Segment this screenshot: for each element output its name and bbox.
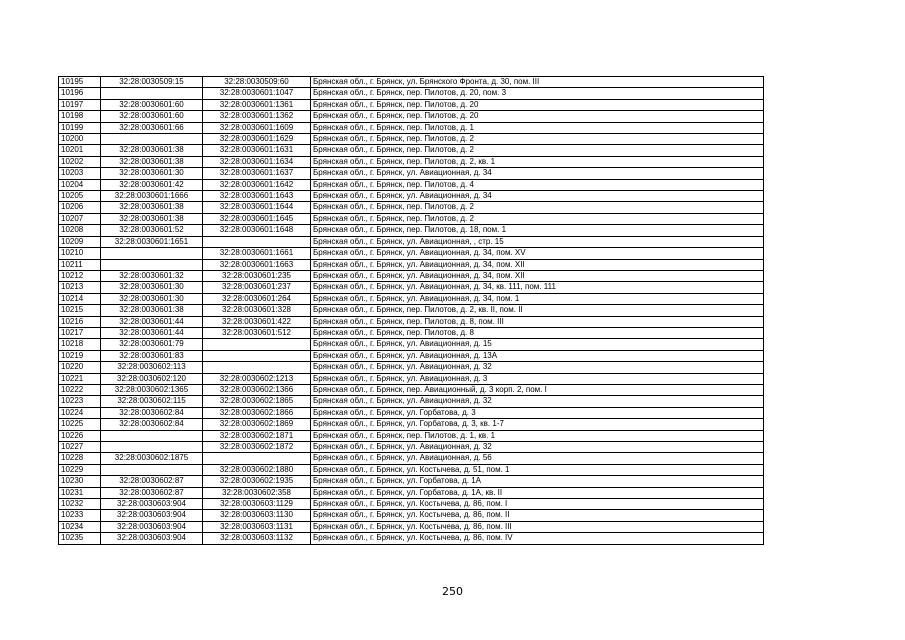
table-row — [59, 305, 764, 316]
building-cadastral-number-cell: 32:28:0030601:1645 — [203, 213, 311, 224]
record-number-cell: 10203 — [59, 168, 101, 179]
land-cadastral-number-cell: 32:28:0030602:1875 — [101, 453, 203, 464]
table-row — [59, 533, 764, 544]
land-cadastral-number-cell — [101, 464, 203, 475]
address-cell: Брянская обл., г. Брянск, пер. Пилотов, д. 20, пом. 3 — [311, 88, 764, 99]
record-number-cell: 10205 — [59, 191, 101, 202]
table-row — [59, 77, 764, 88]
table-row — [59, 373, 764, 384]
record-number-cell: 10223 — [59, 396, 101, 407]
land-cadastral-number-cell: 32:28:0030602:87 — [101, 476, 203, 487]
address-cell: Брянская обл., г. Брянск, ул. Авиационная, , стр. 15 — [311, 236, 764, 247]
land-cadastral-number-cell: 32:28:0030601:38 — [101, 145, 203, 156]
record-number-cell: 10197 — [59, 99, 101, 110]
address-cell: Брянская обл., г. Брянск, ул. Брянского Фронта, д. 30, пом. III — [311, 77, 764, 88]
building-cadastral-number-cell: 32:28:0030509:60 — [203, 77, 311, 88]
address-cell: Брянская обл., г. Брянск, пер. Пилотов, д. 2 — [311, 145, 764, 156]
building-cadastral-number-cell: 32:28:0030602:358 — [203, 487, 311, 498]
building-cadastral-number-cell: 32:28:0030602:1935 — [203, 476, 311, 487]
land-cadastral-number-cell: 32:28:0030601:79 — [101, 339, 203, 350]
building-cadastral-number-cell — [203, 350, 311, 361]
table-row — [59, 419, 764, 430]
record-number-cell: 10210 — [59, 248, 101, 259]
table-row — [59, 499, 764, 510]
building-cadastral-number-cell: 32:28:0030601:1637 — [203, 168, 311, 179]
table-row — [59, 259, 764, 270]
land-cadastral-number-cell: 32:28:0030601:1651 — [101, 236, 203, 247]
address-cell: Брянская обл., г. Брянск, ул. Костычева, д. 86, пом. IV — [311, 533, 764, 544]
record-number-cell: 10196 — [59, 88, 101, 99]
land-cadastral-number-cell: 32:28:0030601:60 — [101, 99, 203, 110]
address-cell: Брянская обл., г. Брянск, ул. Горбатова, д. 1А, кв. II — [311, 487, 764, 498]
land-cadastral-number-cell: 32:28:0030603:904 — [101, 521, 203, 532]
address-cell: Брянская обл., г. Брянск, ул. Горбатова, д. 1А — [311, 476, 764, 487]
address-cell: Брянская обл., г. Брянск, пер. Пилотов, д. 2 — [311, 134, 764, 145]
record-number-cell: 10209 — [59, 236, 101, 247]
address-cell: Брянская обл., г. Брянск, пер. Пилотов, д. 18, пом. 1 — [311, 225, 764, 236]
building-cadastral-number-cell: 32:28:0030602:1366 — [203, 384, 311, 395]
table-row — [59, 453, 764, 464]
property-register-table — [58, 76, 764, 545]
record-number-cell: 10217 — [59, 327, 101, 338]
record-number-cell: 10231 — [59, 487, 101, 498]
land-cadastral-number-cell — [101, 88, 203, 99]
table-row — [59, 156, 764, 167]
record-number-cell: 10233 — [59, 510, 101, 521]
address-cell: Брянская обл., г. Брянск, ул. Авиационная, д. 34, пом. 1 — [311, 293, 764, 304]
land-cadastral-number-cell: 32:28:0030601:38 — [101, 305, 203, 316]
building-cadastral-number-cell: 32:28:0030601:1648 — [203, 225, 311, 236]
land-cadastral-number-cell: 32:28:0030601:30 — [101, 293, 203, 304]
land-cadastral-number-cell: 32:28:0030601:66 — [101, 122, 203, 133]
address-cell: Брянская обл., г. Брянск, ул. Авиационная, д. 56 — [311, 453, 764, 464]
address-cell: Брянская обл., г. Брянск, ул. Горбатова, д. 3 — [311, 407, 764, 418]
land-cadastral-number-cell: 32:28:0030601:30 — [101, 168, 203, 179]
table-row — [59, 384, 764, 395]
address-cell: Брянская обл., г. Брянск, ул. Авиационная, д. 34 — [311, 191, 764, 202]
table-row — [59, 327, 764, 338]
address-cell: Брянская обл., г. Брянск, пер. Пилотов, д. 8 — [311, 327, 764, 338]
land-cadastral-number-cell: 32:28:0030601:44 — [101, 327, 203, 338]
land-cadastral-number-cell: 32:28:0030601:38 — [101, 213, 203, 224]
table-row — [59, 270, 764, 281]
building-cadastral-number-cell: 32:28:0030601:1642 — [203, 179, 311, 190]
table-row — [59, 179, 764, 190]
building-cadastral-number-cell: 32:28:0030602:1213 — [203, 373, 311, 384]
building-cadastral-number-cell: 32:28:0030601:1362 — [203, 111, 311, 122]
record-number-cell: 10230 — [59, 476, 101, 487]
address-cell: Брянская обл., г. Брянск, ул. Костычева, д. 51, пом. 1 — [311, 464, 764, 475]
land-cadastral-number-cell — [101, 248, 203, 259]
table-row — [59, 122, 764, 133]
page-number: 250 — [442, 585, 463, 598]
building-cadastral-number-cell: 32:28:0030601:264 — [203, 293, 311, 304]
land-cadastral-number-cell: 32:28:0030601:32 — [101, 270, 203, 281]
land-cadastral-number-cell: 32:28:0030602:84 — [101, 419, 203, 430]
building-cadastral-number-cell: 32:28:0030601:1663 — [203, 259, 311, 270]
table-row — [59, 464, 764, 475]
record-number-cell: 10220 — [59, 362, 101, 373]
record-number-cell: 10200 — [59, 134, 101, 145]
land-cadastral-number-cell: 32:28:0030601:38 — [101, 156, 203, 167]
record-number-cell: 10218 — [59, 339, 101, 350]
building-cadastral-number-cell: 32:28:0030601:235 — [203, 270, 311, 281]
building-cadastral-number-cell: 32:28:0030602:1871 — [203, 430, 311, 441]
record-number-cell: 10211 — [59, 259, 101, 270]
record-number-cell: 10235 — [59, 533, 101, 544]
record-number-cell: 10222 — [59, 384, 101, 395]
land-cadastral-number-cell: 32:28:0030601:30 — [101, 282, 203, 293]
table-row — [59, 236, 764, 247]
table-row — [59, 510, 764, 521]
land-cadastral-number-cell: 32:28:0030602:120 — [101, 373, 203, 384]
address-cell: Брянская обл., г. Брянск, ул. Авиационная, д. 34 — [311, 168, 764, 179]
building-cadastral-number-cell — [203, 362, 311, 373]
land-cadastral-number-cell: 32:28:0030601:42 — [101, 179, 203, 190]
address-cell: Брянская обл., г. Брянск, пер. Пилотов, д. 8, пом. III — [311, 316, 764, 327]
address-cell: Брянская обл., г. Брянск, пер. Пилотов, д. 1, кв. 1 — [311, 430, 764, 441]
building-cadastral-number-cell: 32:28:0030603:1131 — [203, 521, 311, 532]
address-cell: Брянская обл., г. Брянск, пер. Пилотов, д. 2 — [311, 202, 764, 213]
building-cadastral-number-cell: 32:28:0030602:1865 — [203, 396, 311, 407]
table-row — [59, 248, 764, 259]
address-cell: Брянская обл., г. Брянск, ул. Авиационная, д. 34, пом. XII — [311, 270, 764, 281]
land-cadastral-number-cell: 32:28:0030602:115 — [101, 396, 203, 407]
address-cell: Брянская обл., г. Брянск, ул. Костычева, д. 86, пом. II — [311, 510, 764, 521]
address-cell: Брянская обл., г. Брянск, ул. Авиационная, д. 15 — [311, 339, 764, 350]
address-cell: Брянская обл., г. Брянск, ул. Костычева, д. 86, пом. III — [311, 521, 764, 532]
building-cadastral-number-cell: 32:28:0030603:1130 — [203, 510, 311, 521]
land-cadastral-number-cell: 32:28:0030601:60 — [101, 111, 203, 122]
record-number-cell: 10212 — [59, 270, 101, 281]
land-cadastral-number-cell: 32:28:0030509:15 — [101, 77, 203, 88]
address-cell: Брянская обл., г. Брянск, ул. Авиационная, д. 32 — [311, 442, 764, 453]
record-number-cell: 10224 — [59, 407, 101, 418]
building-cadastral-number-cell: 32:28:0030601:512 — [203, 327, 311, 338]
building-cadastral-number-cell: 32:28:0030601:1644 — [203, 202, 311, 213]
record-number-cell: 10214 — [59, 293, 101, 304]
address-cell: Брянская обл., г. Брянск, ул. Авиационная, д. 34, пом. XII — [311, 259, 764, 270]
building-cadastral-number-cell — [203, 236, 311, 247]
record-number-cell: 10232 — [59, 499, 101, 510]
record-number-cell: 10213 — [59, 282, 101, 293]
building-cadastral-number-cell: 32:28:0030601:1661 — [203, 248, 311, 259]
building-cadastral-number-cell — [203, 453, 311, 464]
record-number-cell: 10225 — [59, 419, 101, 430]
land-cadastral-number-cell — [101, 134, 203, 145]
building-cadastral-number-cell: 32:28:0030603:1129 — [203, 499, 311, 510]
building-cadastral-number-cell: 32:28:0030601:328 — [203, 305, 311, 316]
land-cadastral-number-cell: 32:28:0030601:83 — [101, 350, 203, 361]
record-number-cell: 10226 — [59, 430, 101, 441]
address-cell: Брянская обл., г. Брянск, ул. Горбатова, д. 3, кв. 1-7 — [311, 419, 764, 430]
table-row — [59, 213, 764, 224]
address-cell: Брянская обл., г. Брянск, ул. Костычева, д. 86, пом. I — [311, 499, 764, 510]
record-number-cell: 10228 — [59, 453, 101, 464]
table-row — [59, 476, 764, 487]
table-row — [59, 442, 764, 453]
address-cell: Брянская обл., г. Брянск, ул. Авиационная, д. 34, кв. 111, пом. 111 — [311, 282, 764, 293]
table-row — [59, 521, 764, 532]
table-row — [59, 111, 764, 122]
building-cadastral-number-cell: 32:28:0030602:1880 — [203, 464, 311, 475]
record-number-cell: 10227 — [59, 442, 101, 453]
address-cell: Брянская обл., г. Брянск, ул. Авиационная, д. 32 — [311, 362, 764, 373]
record-number-cell: 10198 — [59, 111, 101, 122]
building-cadastral-number-cell: 32:28:0030601:1631 — [203, 145, 311, 156]
record-number-cell: 10221 — [59, 373, 101, 384]
land-cadastral-number-cell: 32:28:0030601:1666 — [101, 191, 203, 202]
record-number-cell: 10219 — [59, 350, 101, 361]
table-row — [59, 430, 764, 441]
building-cadastral-number-cell: 32:28:0030601:1047 — [203, 88, 311, 99]
address-cell: Брянская обл., г. Брянск, пер. Пилотов, д. 2, кв. 1 — [311, 156, 764, 167]
address-cell: Брянская обл., г. Брянск, пер. Пилотов, д. 4 — [311, 179, 764, 190]
land-cadastral-number-cell: 32:28:0030602:113 — [101, 362, 203, 373]
table-row — [59, 362, 764, 373]
land-cadastral-number-cell: 32:28:0030601:52 — [101, 225, 203, 236]
building-cadastral-number-cell: 32:28:0030601:422 — [203, 316, 311, 327]
record-number-cell: 10216 — [59, 316, 101, 327]
address-cell: Брянская обл., г. Брянск, пер. Пилотов, д. 1 — [311, 122, 764, 133]
address-cell: Брянская обл., г. Брянск, ул. Авиационная, д. 13А — [311, 350, 764, 361]
record-number-cell: 10206 — [59, 202, 101, 213]
address-cell: Брянская обл., г. Брянск, пер. Пилотов, д. 20 — [311, 111, 764, 122]
building-cadastral-number-cell: 32:28:0030601:237 — [203, 282, 311, 293]
table-row — [59, 407, 764, 418]
table-row — [59, 145, 764, 156]
table-row — [59, 99, 764, 110]
land-cadastral-number-cell: 32:28:0030601:44 — [101, 316, 203, 327]
land-cadastral-number-cell: 32:28:0030602:84 — [101, 407, 203, 418]
land-cadastral-number-cell: 32:28:0030603:904 — [101, 510, 203, 521]
record-number-cell: 10204 — [59, 179, 101, 190]
building-cadastral-number-cell: 32:28:0030601:1361 — [203, 99, 311, 110]
table-row — [59, 191, 764, 202]
building-cadastral-number-cell: 32:28:0030603:1132 — [203, 533, 311, 544]
table-row — [59, 339, 764, 350]
table-row — [59, 316, 764, 327]
land-cadastral-number-cell — [101, 259, 203, 270]
land-cadastral-number-cell — [101, 430, 203, 441]
land-cadastral-number-cell: 32:28:0030603:904 — [101, 533, 203, 544]
table-row — [59, 88, 764, 99]
table-row — [59, 282, 764, 293]
building-cadastral-number-cell: 32:28:0030601:1629 — [203, 134, 311, 145]
record-number-cell: 10199 — [59, 122, 101, 133]
record-number-cell: 10234 — [59, 521, 101, 532]
address-cell: Брянская обл., г. Брянск, ул. Авиационная, д. 3 — [311, 373, 764, 384]
address-cell: Брянская обл., г. Брянск, пер. Пилотов, д. 2, кв. II, пом. II — [311, 305, 764, 316]
building-cadastral-number-cell: 32:28:0030602:1866 — [203, 407, 311, 418]
record-number-cell: 10202 — [59, 156, 101, 167]
table-row — [59, 168, 764, 179]
address-cell: Брянская обл., г. Брянск, пер. Пилотов, д. 20 — [311, 99, 764, 110]
record-number-cell: 10195 — [59, 77, 101, 88]
record-number-cell: 10215 — [59, 305, 101, 316]
address-cell: Брянская обл., г. Брянск, пер. Авиационный, д. 3 корп. 2, пом. I — [311, 384, 764, 395]
record-number-cell: 10229 — [59, 464, 101, 475]
table-row — [59, 225, 764, 236]
table-row — [59, 134, 764, 145]
building-cadastral-number-cell: 32:28:0030602:1872 — [203, 442, 311, 453]
address-cell: Брянская обл., г. Брянск, ул. Авиационная, д. 32 — [311, 396, 764, 407]
land-cadastral-number-cell — [101, 442, 203, 453]
table-row — [59, 293, 764, 304]
building-cadastral-number-cell: 32:28:0030602:1869 — [203, 419, 311, 430]
land-cadastral-number-cell: 32:28:0030603:904 — [101, 499, 203, 510]
building-cadastral-number-cell: 32:28:0030601:1634 — [203, 156, 311, 167]
building-cadastral-number-cell: 32:28:0030601:1609 — [203, 122, 311, 133]
address-cell: Брянская обл., г. Брянск, ул. Авиационная, д. 34, пом. XV — [311, 248, 764, 259]
record-number-cell: 10208 — [59, 225, 101, 236]
building-cadastral-number-cell — [203, 339, 311, 350]
table-row — [59, 202, 764, 213]
record-number-cell: 10201 — [59, 145, 101, 156]
table-row — [59, 396, 764, 407]
record-number-cell: 10207 — [59, 213, 101, 224]
table-row — [59, 350, 764, 361]
address-cell: Брянская обл., г. Брянск, пер. Пилотов, д. 2 — [311, 213, 764, 224]
land-cadastral-number-cell: 32:28:0030602:1365 — [101, 384, 203, 395]
land-cadastral-number-cell: 32:28:0030601:38 — [101, 202, 203, 213]
land-cadastral-number-cell: 32:28:0030602:87 — [101, 487, 203, 498]
building-cadastral-number-cell: 32:28:0030601:1643 — [203, 191, 311, 202]
property-register-body — [59, 77, 764, 545]
table-row — [59, 487, 764, 498]
